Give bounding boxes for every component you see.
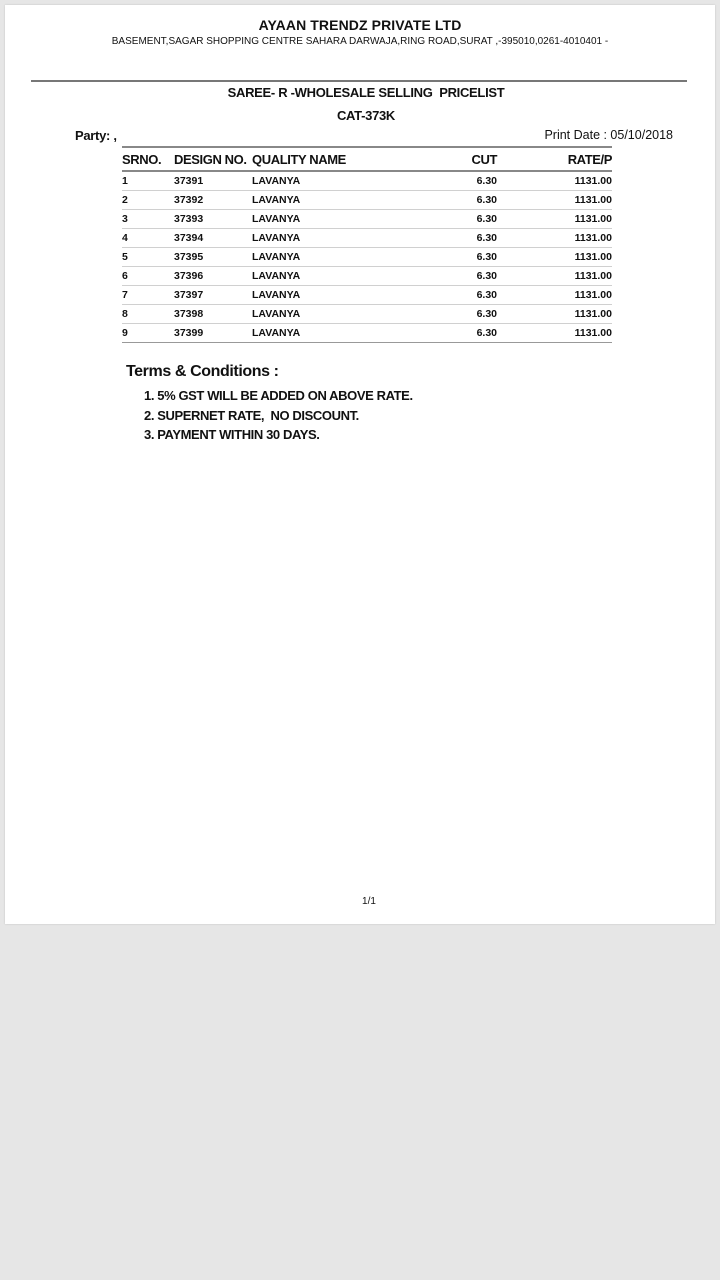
header-cut: CUT [402, 147, 497, 171]
cell-quality-name: LAVANYA [252, 210, 402, 229]
cell-design-no: 37398 [174, 305, 252, 324]
terms-item: 1. 5% GST WILL BE ADDED ON ABOVE RATE. [144, 388, 413, 403]
cell-srno: 3 [122, 210, 174, 229]
page-number: 1/1 [362, 896, 376, 907]
terms-item: 3. PAYMENT WITHIN 30 DAYS. [144, 427, 320, 442]
cell-quality-name: LAVANYA [252, 248, 402, 267]
cell-rate: 1131.00 [497, 229, 612, 248]
cell-cut: 6.30 [402, 267, 497, 286]
cell-rate: 1131.00 [497, 324, 612, 343]
table-row [122, 210, 612, 229]
table-row [122, 171, 612, 191]
table-row [122, 305, 612, 324]
cell-rate: 1131.00 [497, 305, 612, 324]
cell-srno: 4 [122, 229, 174, 248]
cell-cut: 6.30 [402, 171, 497, 191]
table-row [122, 248, 612, 267]
cell-srno: 1 [122, 171, 174, 191]
header-design-no: DESIGN NO. [174, 147, 252, 171]
cell-rate: 1131.00 [497, 286, 612, 305]
header-quality-name: QUALITY NAME [252, 147, 402, 171]
cell-cut: 6.30 [402, 286, 497, 305]
cell-cut: 6.30 [402, 229, 497, 248]
cell-cut: 6.30 [402, 248, 497, 267]
cell-rate: 1131.00 [497, 210, 612, 229]
company-name: AYAAN TRENDZ PRIVATE LTD [258, 17, 462, 33]
catalog-code: CAT-373K [336, 108, 396, 123]
cell-design-no: 37391 [174, 171, 252, 191]
cell-quality-name: LAVANYA [252, 267, 402, 286]
cell-srno: 6 [122, 267, 174, 286]
document-page [5, 5, 715, 924]
cell-design-no: 37395 [174, 248, 252, 267]
cell-design-no: 37393 [174, 210, 252, 229]
cell-srno: 9 [122, 324, 174, 343]
table-row [122, 191, 612, 210]
table-row [122, 286, 612, 305]
pricelist-title: SAREE- R -WHOLESALE SELLING PRICELIST [227, 85, 505, 100]
print-date: Print Date : 05/10/2018 [544, 128, 673, 142]
cell-cut: 6.30 [402, 324, 497, 343]
terms-heading: Terms & Conditions : [126, 363, 279, 380]
terms-list [144, 386, 413, 445]
terms-item: 2. SUPERNET RATE, NO DISCOUNT. [144, 407, 359, 423]
cell-design-no: 37392 [174, 191, 252, 210]
cell-cut: 6.30 [402, 305, 497, 324]
cell-design-no: 37396 [174, 267, 252, 286]
cell-quality-name: LAVANYA [252, 229, 402, 248]
table-row [122, 324, 612, 343]
cell-rate: 1131.00 [497, 191, 612, 210]
cell-srno: 2 [122, 191, 174, 210]
cell-quality-name: LAVANYA [252, 324, 402, 343]
cell-cut: 6.30 [402, 210, 497, 229]
cell-cut: 6.30 [402, 191, 497, 210]
party-label: Party: , [75, 128, 117, 143]
cell-quality-name: LAVANYA [252, 286, 402, 305]
cell-srno: 5 [122, 248, 174, 267]
cell-design-no: 37397 [174, 286, 252, 305]
header-srno: SRNO. [122, 147, 174, 171]
header-divider [31, 80, 687, 82]
cell-srno: 7 [122, 286, 174, 305]
cell-quality-name: LAVANYA [252, 305, 402, 324]
table-row [122, 267, 612, 286]
cell-rate: 1131.00 [497, 171, 612, 191]
company-address: BASEMENT,SAGAR SHOPPING CENTRE SAHARA DARWAJA,RING ROAD,SURAT ,-395010,0261-4010401 - [111, 36, 609, 47]
header-rate: RATE/P [497, 147, 612, 171]
cell-design-no: 37394 [174, 229, 252, 248]
table-header-row [122, 147, 612, 171]
cell-srno: 8 [122, 305, 174, 324]
cell-design-no: 37399 [174, 324, 252, 343]
cell-rate: 1131.00 [497, 248, 612, 267]
cell-quality-name: LAVANYA [252, 171, 402, 191]
price-table [122, 146, 612, 343]
cell-quality-name: LAVANYA [252, 191, 402, 210]
table-row [122, 229, 612, 248]
cell-rate: 1131.00 [497, 267, 612, 286]
